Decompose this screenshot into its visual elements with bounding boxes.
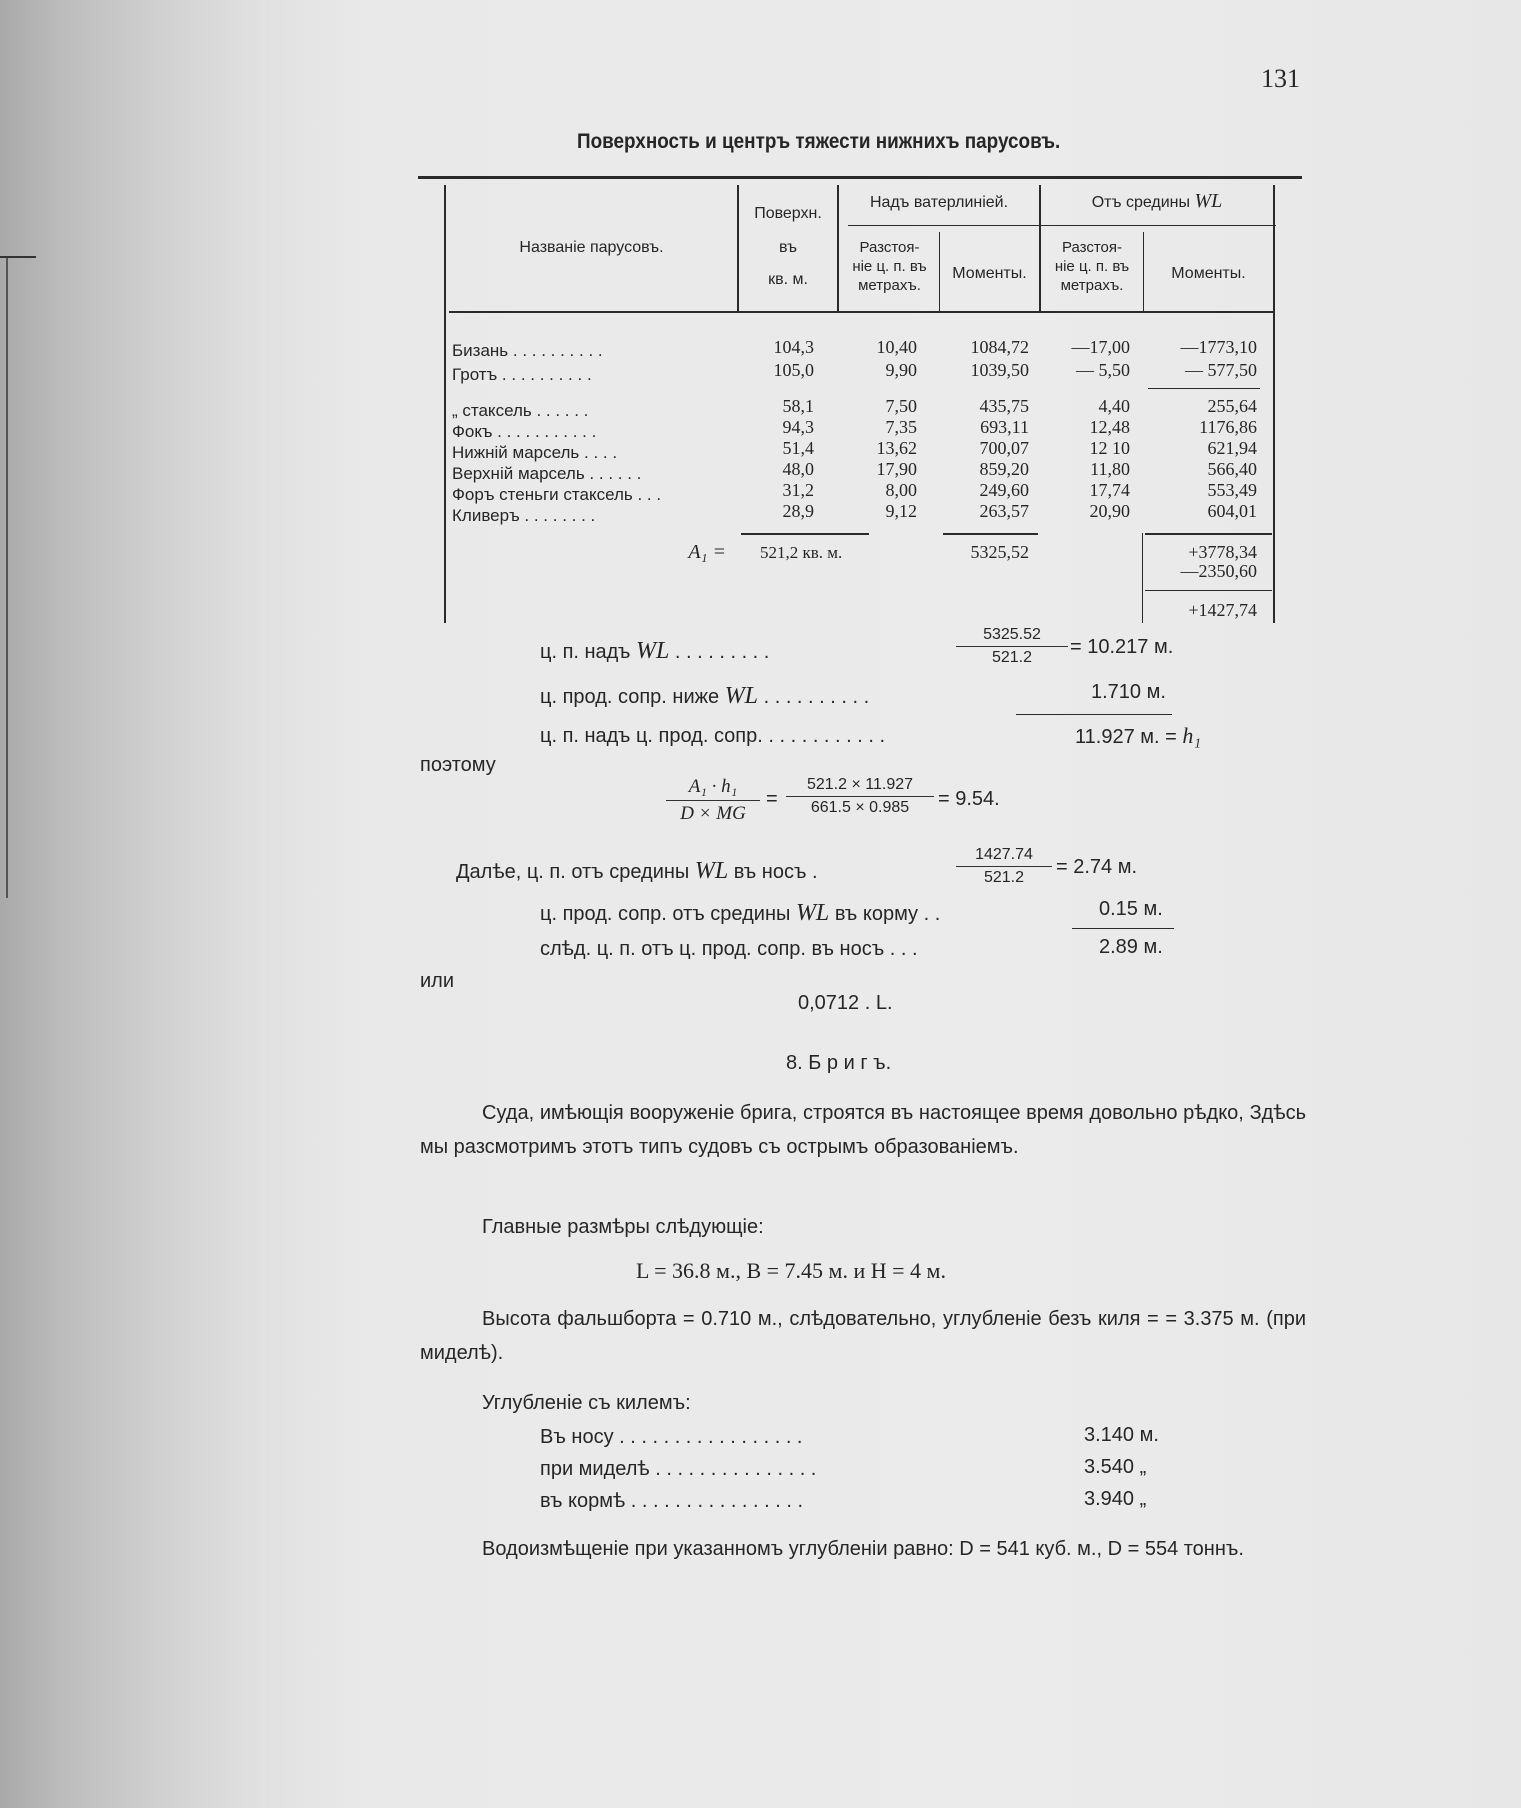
cell-distance-wl: 7,35	[885, 417, 917, 437]
total-moment-negative: —2350,60	[1180, 561, 1257, 581]
total-rule	[1145, 590, 1272, 591]
calc-result: 11.927 м. = h₁	[1075, 723, 1202, 748]
sail-name: Кливеръ . . . . . . . .	[452, 506, 596, 525]
formula-L: 0,0712 . L.	[798, 992, 893, 1014]
header-name: Названіе парусовъ.	[519, 239, 664, 256]
section-title: 8. Б р и г ъ.	[786, 1052, 892, 1074]
table-col-rule	[444, 185, 446, 623]
sum-rule	[1016, 714, 1172, 715]
header-from-middle: Отъ средины WL	[1091, 190, 1223, 212]
draft-value: 3.140 м.	[1084, 1424, 1159, 1446]
draft-label: при миделѣ . . . . . . . . . . . . . . .	[540, 1458, 817, 1480]
cell-moment-wl: 859,20	[979, 459, 1029, 479]
draft-value: 3.540 „	[1084, 1456, 1147, 1478]
sum-rule	[1072, 928, 1174, 929]
cell-moment-mid: 255,64	[1207, 396, 1257, 416]
sail-name: Бизань . . . . . . . . . .	[452, 341, 603, 360]
page-number: 131	[1261, 64, 1300, 93]
total-col-rule	[1142, 533, 1143, 623]
table-title: Поверхность и центръ тяжести нижнихъ парусовъ.	[577, 130, 1061, 153]
sail-name: Гротъ . . . . . . . . . .	[452, 365, 592, 384]
sail-name: Форъ стеньги стаксель . . .	[452, 485, 662, 504]
calc-result: 2.89 м.	[1099, 936, 1163, 958]
cell-distance-wl: 9,12	[885, 501, 917, 521]
total-rule	[1145, 533, 1272, 535]
fraction: 1427.74 521.2	[956, 846, 1052, 887]
fraction: 521.2 × 11.927 661.5 × 0.985	[786, 776, 934, 817]
total-moment-net: +1427,74	[1188, 600, 1257, 620]
cell-moment-wl: 1084,72	[970, 337, 1029, 357]
cell-surface: 94,3	[782, 417, 814, 437]
sail-name: Фокъ . . . . . . . . . . .	[452, 422, 597, 441]
cell-moment-mid: 1176,86	[1199, 417, 1257, 437]
cell-distance-mid: 20,90	[1089, 501, 1130, 521]
cell-distance-mid: 12,48	[1089, 417, 1130, 437]
header-distance-wl: Разстоя- ніе ц. п. въ метрахъ.	[852, 239, 927, 294]
cell-surface: 104,3	[773, 337, 814, 357]
header-surface: Поверхн.	[754, 205, 822, 222]
cell-surface: 58,1	[782, 396, 814, 416]
calc-result: = 9.54.	[938, 788, 1000, 810]
calc-line: ц. п. надъ WL . . . . . . . . .	[540, 638, 770, 664]
binding-strip	[0, 0, 265, 1808]
cell-distance-wl: 17,90	[876, 459, 917, 479]
cell-distance-wl: 8,00	[885, 480, 917, 500]
calc-line: Далѣе, ц. п. отъ средины WL въ носъ .	[456, 858, 818, 884]
fraction: 5325.52 521.2	[956, 626, 1068, 667]
calc-result: = 10.217 м.	[1070, 636, 1174, 658]
total-label: A₁ =	[688, 541, 726, 563]
draft-value: 3.940 „	[1084, 1488, 1147, 1510]
cell-surface: 105,0	[773, 360, 814, 380]
cell-moment-mid: 566,40	[1207, 459, 1257, 479]
total-moment-wl: 5325,52	[970, 542, 1029, 562]
total-rule	[943, 533, 1038, 535]
table-rule-top	[418, 176, 1302, 179]
cell-moment-wl: 263,57	[979, 501, 1029, 521]
cell-moment-wl: 1039,50	[970, 360, 1029, 380]
cell-moment-wl: 435,75	[979, 396, 1029, 416]
word-poetomu: поэтому	[420, 754, 496, 776]
total-moment-positive: +3778,34	[1188, 542, 1257, 562]
calc-line: слѣд. ц. п. отъ ц. прод. сопр. въ носъ . . .	[540, 938, 918, 960]
cell-moment-wl: 700,07	[979, 438, 1029, 458]
cell-moment-mid: 553,49	[1207, 480, 1257, 500]
calc-line: ц. прод. сопр. ниже WL . . . . . . . . . .	[540, 683, 870, 709]
paragraph: Водоизмѣщеніе при указанномъ углубленіи равно: D = 541 куб. м., D = 554 тоннъ.	[482, 1538, 1244, 1560]
total-surface: 521,2 кв. м.	[760, 543, 843, 562]
cell-surface: 31,2	[782, 480, 814, 500]
table-rule	[848, 225, 1276, 226]
sail-name: Верхній марсель . . . . . .	[452, 464, 642, 483]
binding-mark	[6, 258, 8, 898]
calc-result: 1.710 м.	[1091, 681, 1166, 703]
calc-line: ц. прод. сопр. отъ средины WL въ корму . .	[540, 900, 941, 926]
calc-line: ц. п. надъ ц. прод. сопр. . . . . . . . . . . .	[540, 725, 886, 747]
paragraph: Углубленіе съ килемъ:	[482, 1392, 691, 1414]
cell-distance-wl: 13,62	[876, 438, 917, 458]
sail-name: „ стаксель . . . . . .	[452, 401, 589, 420]
table-col-rule	[1273, 185, 1275, 623]
paragraph: Высота фальшборта = 0.710 м., слѣдовательно, углубленіе безъ киля = = 3.375 м. (при миделѣ).	[420, 1308, 1306, 1364]
cell-surface: 28,9	[782, 501, 814, 521]
table-col-rule	[837, 185, 839, 311]
cell-distance-mid: —17,00	[1071, 337, 1130, 357]
cell-moment-mid: —1773,10	[1180, 337, 1257, 357]
cell-moment-mid: 621,94	[1207, 438, 1257, 458]
header-moments-mid: Моменты.	[1171, 265, 1246, 282]
header-above-wl: Надъ ватерлиніей.	[869, 194, 1009, 211]
table-rule-header	[449, 311, 1273, 313]
cell-moment-wl: 249,60	[979, 480, 1029, 500]
cell-distance-wl: 9,90	[885, 360, 917, 380]
header-surface: въ	[779, 239, 797, 256]
cell-distance-wl: 7,50	[885, 396, 917, 416]
cell-distance-mid: — 5,50	[1076, 360, 1130, 380]
subtotal-rule	[1148, 388, 1260, 389]
header-moments-wl: Моменты.	[952, 265, 1027, 282]
paragraph: Главные размѣры слѣдующіе:	[482, 1216, 764, 1238]
draft-label: Въ носу . . . . . . . . . . . . . . . . .	[540, 1426, 803, 1448]
equals-sign: =	[766, 788, 778, 810]
cell-moment-mid: — 577,50	[1185, 360, 1257, 380]
cell-surface: 48,0	[782, 459, 814, 479]
cell-distance-mid: 4,40	[1098, 396, 1130, 416]
word-ili: или	[420, 970, 455, 992]
dimensions-formula: L = 36.8 м., B = 7.45 м. и H = 4 м.	[636, 1258, 946, 1283]
calc-result: = 2.74 м.	[1056, 856, 1138, 878]
paragraph: Суда, имѣющія вооруженіе брига, строятся въ настоящее время довольно рѣдко, Здѣсь мы разсмотримъ этотъ типъ судовъ съ острымъ образованіемъ.	[420, 1102, 1306, 1158]
table-col-rule	[737, 185, 739, 311]
cell-moment-mid: 604,01	[1207, 501, 1257, 521]
cell-distance-mid: 12 10	[1089, 438, 1130, 458]
calc-result: 0.15 м.	[1099, 898, 1163, 920]
cell-distance-mid: 11,80	[1090, 459, 1130, 479]
header-surface: кв. м.	[768, 271, 808, 288]
cell-surface: 51,4	[782, 438, 814, 458]
fraction: A₁ · h₁ D × MG	[666, 776, 760, 825]
header-distance-mid: Разстоя- ніе ц. п. въ метрахъ.	[1054, 239, 1130, 294]
total-rule	[741, 533, 869, 535]
sail-name: Нижній марсель . . . .	[452, 443, 618, 462]
cell-distance-wl: 10,40	[876, 337, 917, 357]
draft-label: въ кормѣ . . . . . . . . . . . . . . . .	[540, 1490, 804, 1512]
cell-distance-mid: 17,74	[1089, 480, 1130, 500]
cell-moment-wl: 693,11	[980, 417, 1029, 437]
